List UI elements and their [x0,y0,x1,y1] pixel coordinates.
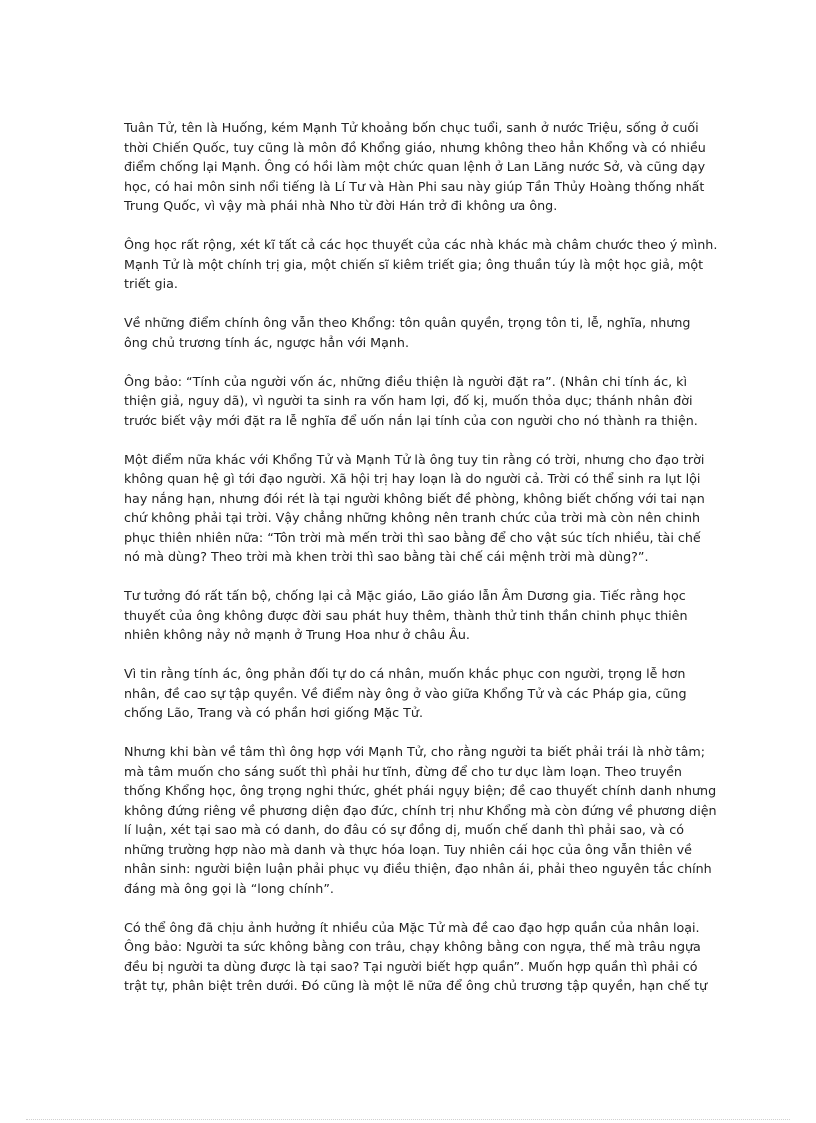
paragraph-4: Ông bảo: “Tính của người vốn ác, những điều thiện là người đặt ra”. (Nhân chi tính ác, kì thiện giả, nguy dã), vì người ta sinh ra vốn ham lợi, đố kị, muốn thỏa dục; thánh nhân đời trước biết vậy mới đặt ra lễ nghĩa để uốn nắn lại tính của con người cho nó thành ra thiện. [124,373,698,428]
paragraph-8: Nhưng khi bàn về tâm thì ông hợp với Mạnh Tử, cho rằng người ta biết phải trái là nhờ tâm; mà tâm muốn cho sáng suốt thì phải hư tĩnh, đừng để cho tư dục làm loạn. Theo truyền thống Khổng học, ông trọng nghi thức, ghét phái ngụy biện; đề cao thuyết chính danh nhưng không đứng riêng về phương diện đạo đức, chính trị như Khổng mà còn đứng về phương diện lí luận, xét tại sao mà có danh, do đâu có sự đồng dị, muốn chế danh thì phải sao, và có những trường hợp nào mà danh và thực hóa loạn. Tuy nhiên cái học của ông vẫn thiên về nhân sinh: người biện luận phải phục vụ điều thiện, đạo nhân ái, phải theo nguyên tắc chính đáng mà ông gọi là “long chính”. [124,744,717,896]
page-break-divider [26,1119,790,1120]
paragraph-9: Có thể ông đã chịu ảnh hưởng ít nhiều của Mặc Tử mà đề cao đạo hợp quần của nhân loại. Ông bảo: Người ta sức không bằng con trâu, chạy không bằng con ngựa, thế mà trâu ngựa đều bị người ta dùng được là tại sao? Tại người biết hợp quần”. Muốn hợp quần thì phải có trật tự, phân biệt trên dưới. Đó cũng là một lẽ nữa để ông chủ trương tập quyền, hạn chế tự [124,919,708,993]
paragraph-5: Một điểm nữa khác với Khổng Tử và Mạnh Tử là ông tuy tin rằng có trời, nhưng cho đạo trời không quan hệ gì tới đạo người. Xã hội trị hay loạn là do người cả. Trời có thể sinh ra lụt lội hay nắng hạn, nhưng đói rét là tại người không biết đề phòng, không biết chống với tai nạn chứ không phải tại trời. Vậy chẳng những không nên tranh chức của trời mà còn nên chinh phục thiên nhiên nữa: “Tôn trời mà mến trời thì sao bằng để cho vật súc tích nhiều, tài chế nó mà dùng? Theo trời mà khen trời thì sao bằng tài chế cái mệnh trời mà dùng?”. [124,451,705,564]
paragraph-6: Tư tưởng đó rất tấn bộ, chống lại cả Mặc giáo, Lão giáo lẫn Âm Dương gia. Tiếc rằng học thuyết của ông không được đời sau phát huy thêm, thành thử tinh thần chinh phục thiên nhiên không nảy nở mạnh ở Trung Hoa như ở châu Âu. [124,588,688,642]
paragraph-3: Về những điểm chính ông vẫn theo Khổng: tôn quân quyền, trọng tôn ti, lễ, nghĩa, nhưng ông chủ trương tính ác, ngược hẳn với Mạnh. [124,315,691,350]
paragraph-7: Vì tin rằng tính ác, ông phản đối tự do cá nhân, muốn khắc phục con người, trọng lễ hơn nhân, đề cao sự tập quyền. Về điểm này ông ở vào giữa Khổng Tử và các Pháp gia, cũng chống Lão, Trang và có phần hơi giống Mặc Tử. [124,666,687,720]
paragraph-2: Ông học rất rộng, xét kĩ tất cả các học thuyết của các nhà khác mà châm chước theo ý mình. Mạnh Tử là một chính trị gia, một chiến sĩ kiêm triết gia; ông thuần túy là một học giả, một triết gia. [124,237,718,291]
document-body [124,118,718,1015]
paragraph-1: Tuân Tử, tên là Huống, kém Mạnh Tử khoảng bốn chục tuổi, sanh ở nước Triệu, sống ở cuối thời Chiến Quốc, tuy cũng là môn đồ Khổng giáo, nhưng không theo hẳn Khổng và có nhiều điểm chống lại Mạnh. Ông có hồi làm một chức quan lệnh ở Lan Lăng nước Sở, và cũng dạy học, có hai môn sinh nổi tiếng là Lí Tư và Hàn Phi sau này giúp Tần Thủy Hoàng thống nhất Trung Quốc, vì vậy mà phái nhà Nho từ đời Hán trở đi không ưa ông. [124,120,706,213]
